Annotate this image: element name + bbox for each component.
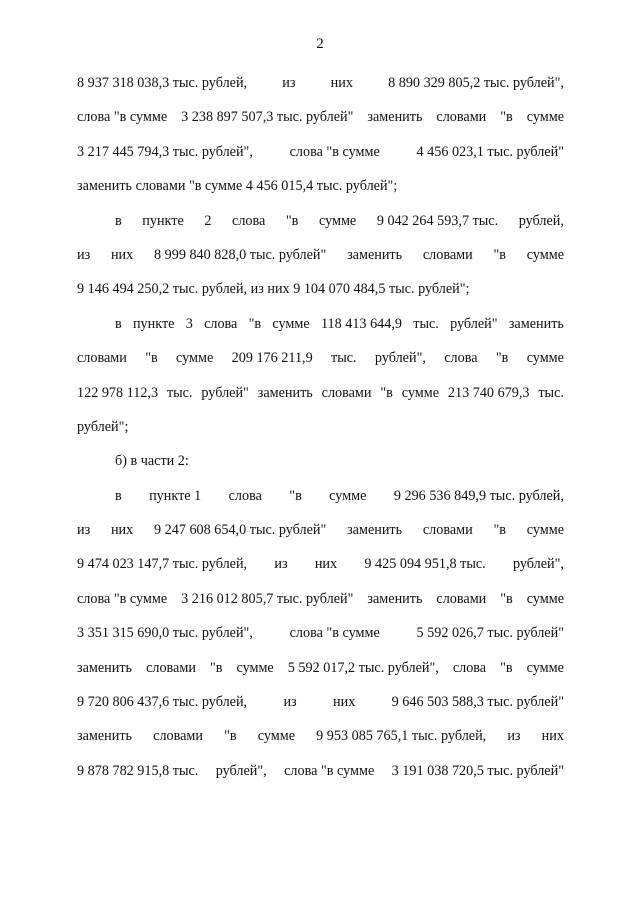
text-segment: "в [145, 350, 158, 367]
text-line [77, 685, 564, 719]
text-segment: пункте [142, 212, 184, 229]
text-segment: в [115, 212, 122, 229]
text-segment: из [77, 246, 91, 263]
text-segment: слова "в сумме [289, 625, 380, 642]
text-segment: 9 646 503 588,3 тыс. рублей" [391, 694, 564, 711]
text-segment: слова [444, 350, 478, 367]
text-line [77, 651, 564, 685]
text-segment: 118 413 644,9 [320, 315, 402, 332]
text-segment: "в [289, 487, 302, 504]
text-segment: заменить [508, 315, 564, 332]
text-segment: "в [209, 659, 223, 676]
text-segment: 3 217 445 794,3 тыс. рублей", [77, 143, 253, 160]
text-segment: 9 953 085 765,1 тыс. рублей, [316, 728, 487, 745]
text-line [77, 547, 564, 581]
text-line [77, 719, 564, 753]
text-segment: 3 216 012 805,7 тыс. рублей" [181, 590, 354, 607]
text-segment: словами [321, 384, 372, 401]
text-segment: сумме [176, 350, 214, 367]
text-line [77, 272, 564, 306]
text-segment: из [507, 728, 521, 745]
text-segment: заменить [367, 109, 423, 126]
text-line [77, 307, 564, 341]
text-line [77, 582, 564, 616]
text-segment: "в [500, 659, 513, 676]
text-segment: "в [493, 522, 506, 539]
text-segment: 9 720 806 437,6 тыс. рублей, [77, 694, 248, 711]
text-segment: сумме [526, 659, 564, 676]
text-segment: них [110, 522, 134, 539]
text-segment: 3 238 897 507,3 тыс. рублей" [181, 109, 354, 126]
text-segment: слова "в сумме [284, 762, 375, 779]
document-body [77, 66, 564, 788]
text-segment: 3 351 315 690,0 тыс. рублей", [77, 625, 253, 642]
text-segment: 3 191 038 720,5 тыс. рублей" [391, 762, 564, 779]
text-segment: "в [285, 212, 299, 229]
text-line [77, 169, 564, 203]
text-segment: пункте 1 [149, 487, 202, 504]
text-segment: 9 474 023 147,7 тыс. рублей, [77, 556, 248, 573]
text-segment: них [541, 728, 564, 745]
text-segment: слова [228, 487, 262, 504]
text-line [77, 135, 564, 169]
text-line [77, 410, 564, 444]
text-segment: заменить словами "в сумме 4 456 015,4 тыс. рублей"; [77, 178, 398, 195]
text-line [77, 479, 564, 513]
text-segment: них [314, 556, 338, 573]
text-segment: сумме [329, 487, 367, 504]
text-segment: заменить [367, 590, 423, 607]
text-segment: 3 [185, 315, 193, 332]
text-segment: 8 999 840 828,0 тыс. рублей" [153, 246, 327, 263]
text-segment: словами [146, 659, 196, 676]
text-segment: сумме [318, 212, 357, 229]
text-line [77, 444, 564, 478]
text-segment: сумме [272, 315, 310, 332]
text-segment: 9 042 264 593,7 тыс. [376, 212, 499, 229]
text-segment: тыс. [331, 350, 357, 367]
text-segment: "в [493, 246, 506, 263]
text-segment: 2 [204, 212, 212, 229]
text-segment: "в [500, 109, 513, 126]
text-segment: словами [77, 350, 127, 367]
text-segment: тыс. [413, 315, 439, 332]
text-line [77, 754, 564, 788]
text-segment: них [333, 694, 356, 711]
text-segment: в [115, 315, 122, 332]
text-segment: тыс. [538, 384, 564, 401]
text-segment: рублей", [215, 762, 267, 779]
text-segment: 209 176 211,9 [231, 350, 313, 367]
text-segment: сумме [526, 590, 564, 607]
text-segment: словами [436, 109, 487, 126]
text-segment: слова [452, 659, 487, 676]
text-line [77, 100, 564, 134]
text-segment: 9 296 536 849,9 тыс. рублей, [393, 487, 564, 504]
text-segment: них [110, 246, 134, 263]
text-segment: тыс. [166, 384, 193, 401]
text-segment: из [77, 522, 91, 539]
text-line [77, 376, 564, 410]
text-segment: сумме [257, 728, 296, 745]
text-segment: сумме [401, 384, 440, 401]
text-segment: слова "в сумме [77, 590, 168, 607]
text-segment: из [283, 694, 297, 711]
text-segment: 5 592 017,2 тыс. рублей", [287, 659, 439, 676]
text-segment: "в [380, 384, 393, 401]
text-segment: пункте [132, 315, 175, 332]
text-line [77, 616, 564, 650]
text-segment: слова "в сумме [77, 109, 168, 126]
text-segment: 9 425 094 951,8 тыс. [364, 556, 486, 573]
text-segment: 213 740 679,3 [447, 384, 530, 401]
text-segment: сумме [526, 246, 564, 263]
text-segment: сумме [236, 659, 274, 676]
text-segment: 8 890 329 805,2 тыс. рублей", [388, 75, 564, 91]
text-segment: словами [436, 590, 487, 607]
page-number: 2 [316, 36, 324, 52]
text-line [77, 513, 564, 547]
text-segment: словами [153, 728, 204, 745]
text-segment: сумме [526, 350, 564, 367]
text-segment: "в [248, 315, 262, 332]
text-segment: 5 592 026,7 тыс. рублей" [416, 625, 564, 642]
text-segment: рублей" [450, 315, 498, 332]
text-segment: слова [204, 315, 238, 332]
text-segment: 9 146 494 250,2 тыс. рублей, из них 9 104 070 484,5 тыс. рублей"; [77, 281, 470, 298]
text-segment: 4 456 023,1 тыс. рублей" [416, 143, 564, 160]
text-segment: рублей", [512, 556, 564, 573]
text-segment: слова "в сумме [289, 143, 380, 160]
text-segment: 9 878 782 915,8 тыс. [77, 762, 199, 779]
text-segment: в [115, 487, 122, 504]
text-segment: заменить [257, 384, 313, 401]
text-segment: 8 937 318 038,3 тыс. рублей, [77, 75, 248, 91]
text-segment: "в [500, 590, 513, 607]
text-line [77, 341, 564, 375]
text-line [77, 66, 564, 100]
text-segment: заменить [77, 728, 133, 745]
text-segment: "в [224, 728, 237, 745]
text-segment: 122 978 112,3 [77, 384, 159, 401]
text-segment: них [330, 75, 353, 91]
text-line [77, 204, 564, 238]
text-segment: из [274, 556, 288, 573]
text-segment: "в [495, 350, 509, 367]
text-segment: б) в части 2: [115, 453, 189, 470]
text-segment: рублей, [518, 212, 564, 229]
text-segment: рублей", [374, 350, 426, 367]
text-segment: слова [232, 212, 266, 229]
text-segment: заменить [347, 246, 403, 263]
text-segment: словами [422, 522, 473, 539]
text-segment: словами [422, 246, 473, 263]
text-segment: заменить [77, 659, 133, 676]
text-segment: сумме [526, 522, 564, 539]
text-line [77, 238, 564, 272]
text-segment: рублей"; [77, 418, 129, 435]
text-segment: заменить [347, 522, 403, 539]
text-segment: рублей" [201, 384, 249, 401]
text-segment: из [282, 75, 296, 91]
text-segment: сумме [526, 109, 564, 126]
text-segment: 9 247 608 654,0 тыс. рублей" [153, 522, 327, 539]
